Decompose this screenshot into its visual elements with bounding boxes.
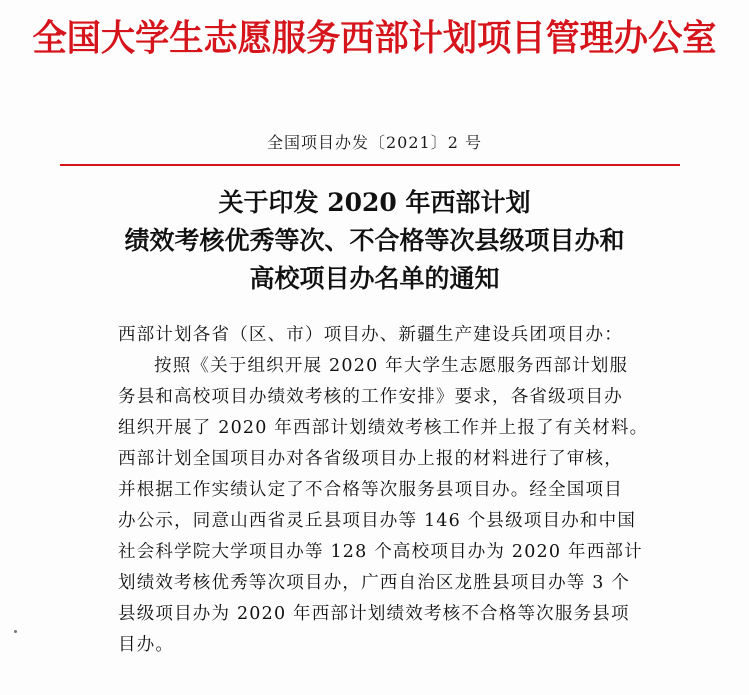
body-line: 办公示，同意山西省灵丘县项目办等 146 个县级项目办和中国 bbox=[118, 511, 637, 531]
body-line: 西部计划全国项目办对各省级项目办上报的材料进行了审核， bbox=[118, 449, 623, 469]
body-line: 并根据工作实绩认定了不合格等次服务县项目办。经全国项目 bbox=[118, 480, 623, 500]
document-number: 全国项目办发〔2021〕2 号 bbox=[267, 133, 482, 152]
body-line: 县级项目办为 2020 年西部计划绩效考核不合格等次服务县项 bbox=[118, 604, 630, 624]
body-line: 划绩效考核优秀等次项目办，广西自治区龙胜县项目办等 3 个 bbox=[118, 573, 631, 593]
body-line: 组织开展了 2020 年西部计划绩效考核工作并上报了有关材料。 bbox=[118, 418, 649, 438]
salutation-line: 西部计划各省（区、市）项目办、新疆生产建设兵团项目办： bbox=[118, 325, 623, 345]
document-title bbox=[0, 184, 749, 298]
document-body bbox=[118, 320, 648, 661]
title-line: 高校项目办名单的通知 bbox=[249, 264, 500, 293]
body-line: 按照《关于组织开展 2020 年大学生志愿服务西部计划服 bbox=[154, 356, 629, 376]
issuing-organization-header: 全国大学生志愿服务西部计划项目管理办公室 bbox=[32, 17, 717, 59]
body-line: 社会科学院大学项目办等 128 个高校项目办为 2020 年西部计 bbox=[118, 542, 643, 562]
title-line: 关于印发 2020 年西部计划 bbox=[218, 188, 531, 217]
red-divider-line bbox=[60, 164, 680, 166]
title-line: 绩效考核优秀等次、不合格等次县级项目办和 bbox=[124, 226, 625, 255]
scan-speck bbox=[14, 630, 17, 633]
body-line: 目办。 bbox=[118, 635, 175, 655]
body-line: 务县和高校项目办绩效考核的工作安排》要求，各省级项目办 bbox=[118, 387, 623, 407]
